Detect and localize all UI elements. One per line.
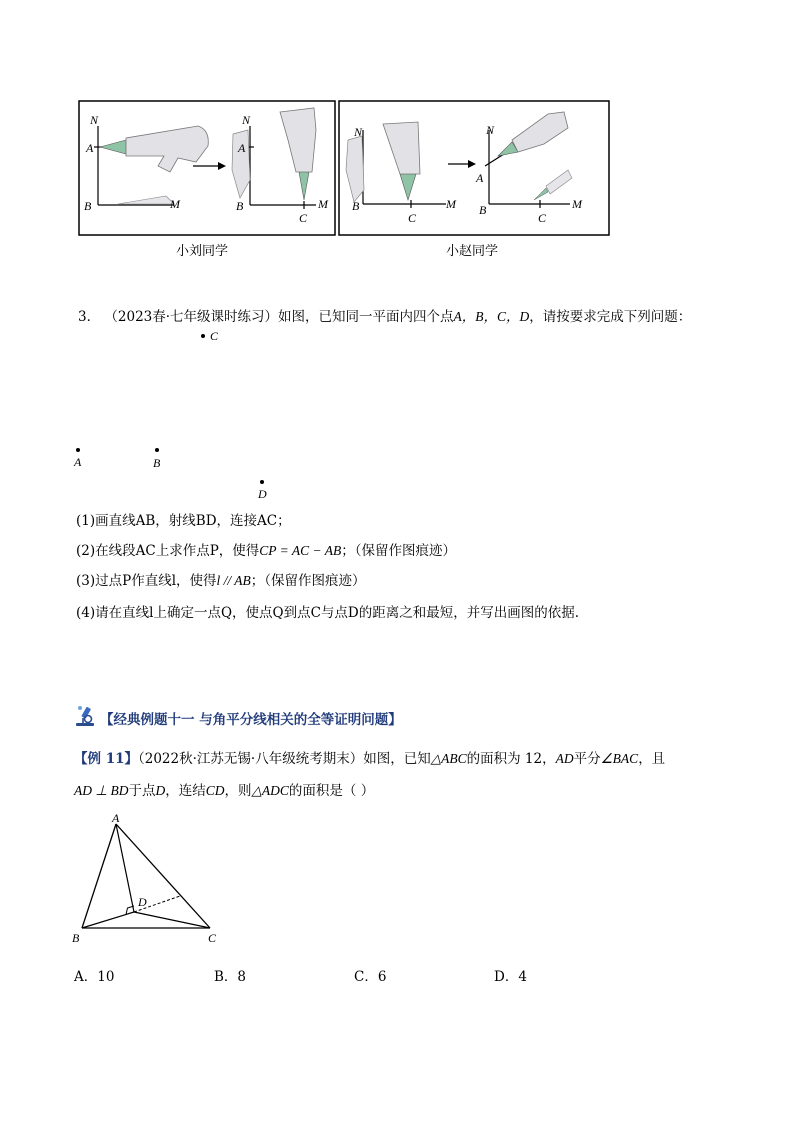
q3-sub3-prefix: (3)过点P作直线l，使得 <box>76 573 217 589</box>
choice-b[interactable] <box>214 965 246 985</box>
label-N: N <box>242 113 251 127</box>
example-text: 于点 <box>128 783 156 799</box>
label-B: B <box>236 199 244 213</box>
label-B: B <box>84 199 92 213</box>
figure-panels <box>78 100 718 260</box>
pen-tip-icon <box>400 174 416 200</box>
choice-c[interactable] <box>354 965 386 985</box>
segment-cd: CD <box>205 783 225 798</box>
label-C: C <box>299 211 308 225</box>
choice-letter: C． <box>354 969 378 985</box>
example-text: 如图，已知 <box>363 751 431 767</box>
perp-relation: AD ⊥ BD <box>74 783 129 798</box>
q3-sub3-formula: l // AB <box>216 573 251 588</box>
segment-ad: AD <box>555 751 574 766</box>
point-A-label: A <box>74 455 82 469</box>
example-text: ，则 <box>224 783 252 799</box>
q3-sub4: (4)请在直线l上确定一点Q，使点Q到点C与点D的距离之和最短，并写出画图的依据. <box>76 605 580 621</box>
example-text: 平分 <box>573 751 601 767</box>
label-N: N <box>486 123 495 137</box>
point-C-label: C <box>210 329 219 343</box>
label-A: A <box>476 171 484 185</box>
right-panel-caption: 小赵同学 <box>446 244 499 259</box>
left-panel-caption: 小刘同学 <box>176 244 229 259</box>
q3-points: A，B，C，D <box>453 309 530 324</box>
q3-sub1: (1)画直线AB，射线BD，连接AC； <box>76 513 291 529</box>
label-M: M <box>446 197 456 211</box>
label-C: C <box>538 211 547 225</box>
label-M: M <box>572 197 582 211</box>
angle-bac: ∠BAC <box>600 751 639 766</box>
label-B: B <box>479 203 487 217</box>
example-text: 的面积为 12， <box>466 751 556 767</box>
label-N: N <box>354 125 363 139</box>
hand-pen-icon <box>512 112 568 152</box>
hand-pen-icon <box>126 126 208 172</box>
point-C-dot <box>201 334 205 338</box>
example-text: 的面积是（ ） <box>288 783 375 799</box>
q3-sub2-prefix: (2)在线段AC上求作点P，使得 <box>76 543 260 559</box>
label-A: A <box>238 141 246 155</box>
segment-dc-line <box>134 912 210 928</box>
example-tag: 【例 11】 <box>74 751 138 767</box>
section-title: 【经典例题十一 与角平分线相关的全等证明问题】 <box>100 712 402 728</box>
label-N: N <box>90 113 99 127</box>
vertex-C-label: C <box>208 931 217 945</box>
q3-points-figure <box>60 320 320 510</box>
choice-d[interactable] <box>494 965 527 985</box>
right-panel-border <box>339 101 609 235</box>
q3-source: （2023春·七年级课时练习） <box>104 309 279 325</box>
q3-number: 3． <box>78 309 101 325</box>
choice-letter: B． <box>214 969 238 985</box>
side-ab <box>82 824 116 928</box>
q3-sub2-formula: CP = AC − AB <box>259 543 342 558</box>
q3-sub3 <box>76 569 366 589</box>
point-D-dot <box>260 480 264 484</box>
example-source: （2022秋·江苏无锡·八年级统考期末） <box>138 751 364 767</box>
tri-abc: △ABC <box>430 751 467 766</box>
segment-ad-line <box>116 824 134 912</box>
side-ac <box>116 824 210 928</box>
q3-stem-end: ，请按要求完成下列问题： <box>529 309 692 325</box>
choice-value: 8 <box>237 969 247 985</box>
q3-sub3-suffix: ；（保留作图痕迹） <box>250 573 366 589</box>
label-M: M <box>170 197 180 211</box>
q3-stem-text: 如图，已知同一平面内四个点 <box>278 309 454 325</box>
vertex-D-label: D <box>138 895 147 909</box>
q3-sub2-suffix: ；（保留作图痕迹） <box>341 543 457 559</box>
point-A-dot <box>76 448 80 452</box>
hand-pen-icon <box>383 122 420 174</box>
vertex-B-label: B <box>72 931 80 945</box>
choice-letter: A． <box>74 969 98 985</box>
example11-line2 <box>74 779 374 799</box>
q3-sub2 <box>76 539 456 559</box>
example-text: ，且 <box>638 751 666 767</box>
pen-tip-icon <box>100 140 126 154</box>
pen-tip-icon <box>299 172 309 200</box>
choice-value: 10 <box>97 969 115 985</box>
choice-a[interactable] <box>74 965 114 985</box>
arrow-icon <box>218 162 226 170</box>
tri-adc: △ADC <box>251 783 289 798</box>
point-B-dot <box>155 448 159 452</box>
triangle-figure <box>68 808 238 948</box>
label-B: B <box>352 199 360 213</box>
microscope-icon <box>74 704 98 728</box>
choice-value: 4 <box>518 969 527 985</box>
label-A: A <box>86 141 94 155</box>
choice-value: 6 <box>377 969 387 985</box>
example11-line1 <box>74 747 665 767</box>
label-C: C <box>408 211 417 225</box>
arrow-icon <box>468 160 476 168</box>
point-D-label: D <box>258 487 267 501</box>
pen-figure <box>78 100 718 260</box>
choice-letter: D． <box>494 969 519 985</box>
example-text: ，连结 <box>165 783 206 799</box>
label-M: M <box>318 197 328 211</box>
hand-pen-icon <box>280 108 316 172</box>
point-B-label: B <box>153 456 161 470</box>
point-d: D <box>155 783 166 798</box>
vertex-A-label: A <box>112 811 120 825</box>
